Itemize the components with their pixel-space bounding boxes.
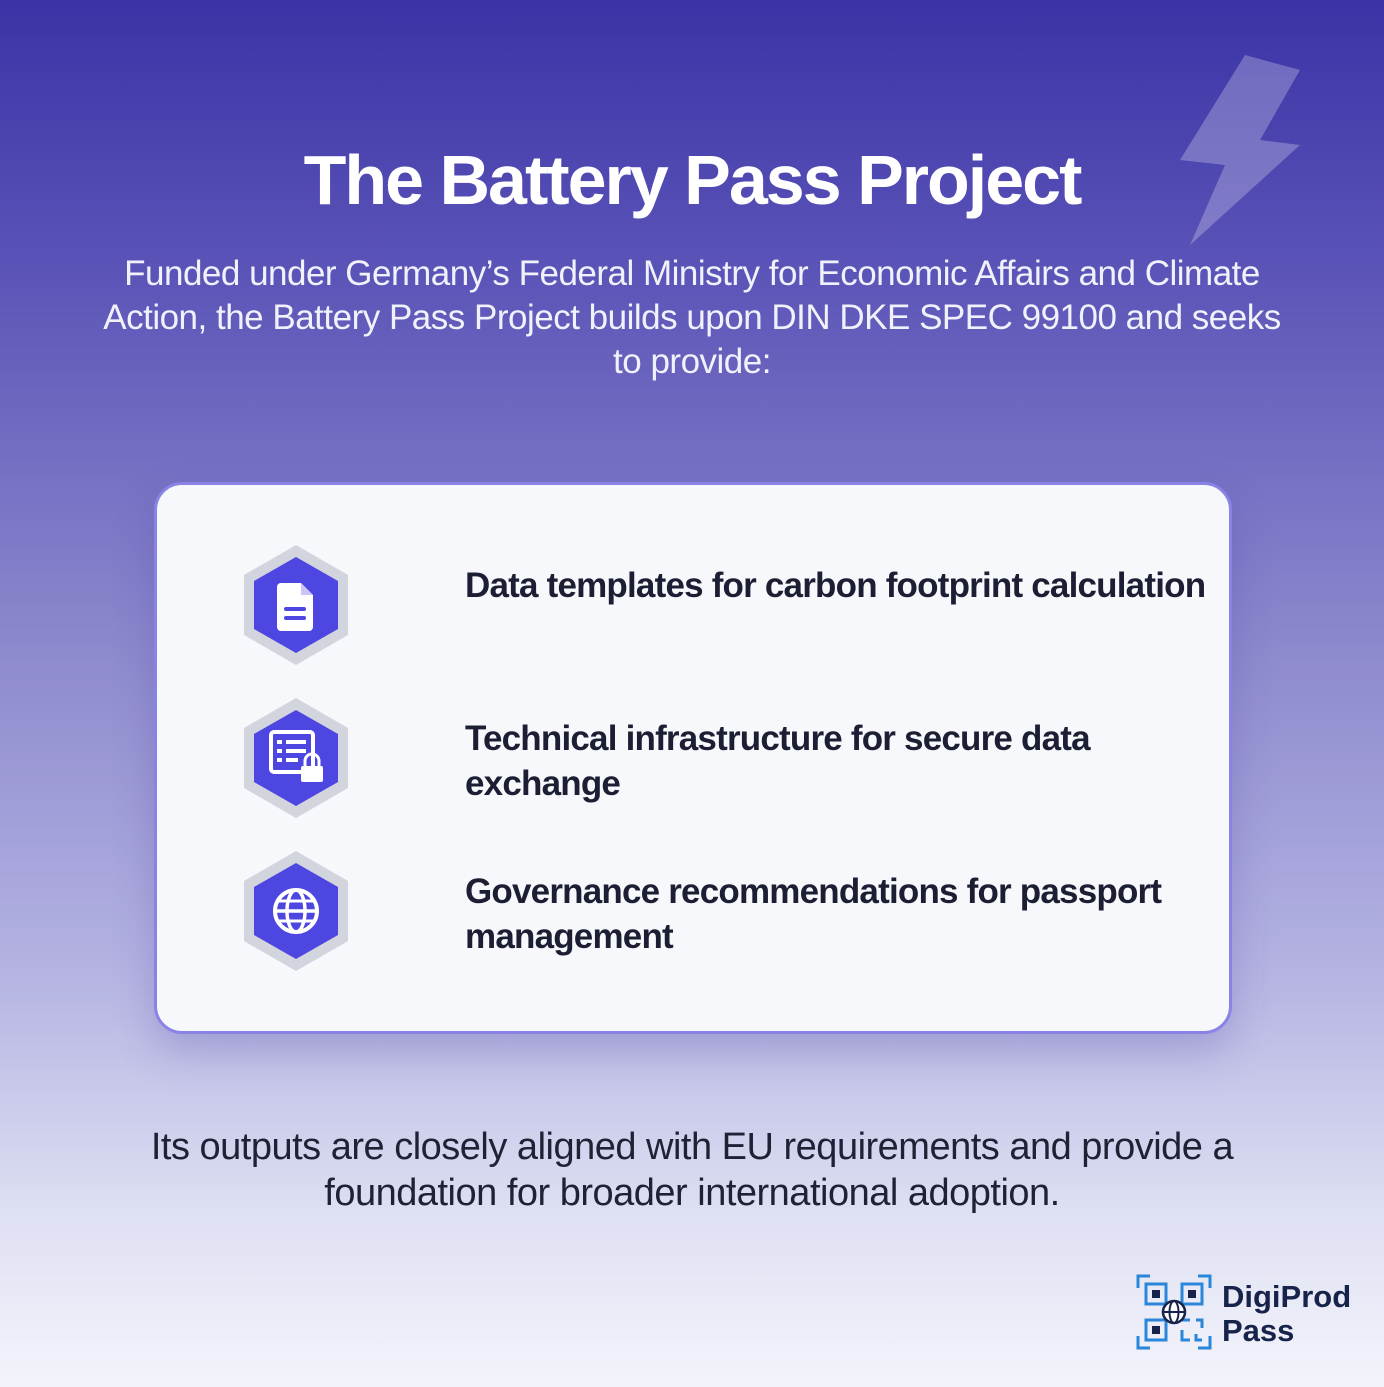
page-subtitle: Funded under Germany’s Federal Ministry for Economic Affairs and Climate Action, the Battery Pass Project builds upon DIN DKE SPEC 99100 and seeks to provide: [103, 254, 1281, 381]
logo-text [1222, 1280, 1351, 1348]
feature-item-infrastructure [241, 696, 1191, 826]
feature-label: Technical infrastructure for secure data exchange [465, 719, 1090, 803]
feature-item-governance [241, 849, 1191, 979]
page-title: The Battery Pass Project [303, 141, 1081, 219]
footer-text: Its outputs are closely aligned with EU requirements and provide a foundation for broader international adoption. [150, 1126, 1234, 1214]
secure-data-icon [241, 696, 351, 820]
digiprod-pass-logo [1136, 1274, 1356, 1354]
feature-item-carbon [241, 543, 1206, 673]
globe-icon [241, 849, 351, 973]
logo-line2: Pass [1222, 1313, 1295, 1348]
feature-label: Data templates for carbon footprint calculation [465, 566, 1206, 605]
document-icon [241, 543, 351, 667]
feature-label: Governance recommendations for passport management [465, 872, 1162, 956]
logo-line1: DigiProd [1222, 1279, 1352, 1314]
qr-globe-logo-icon [1136, 1274, 1212, 1350]
features-card [154, 482, 1232, 1034]
